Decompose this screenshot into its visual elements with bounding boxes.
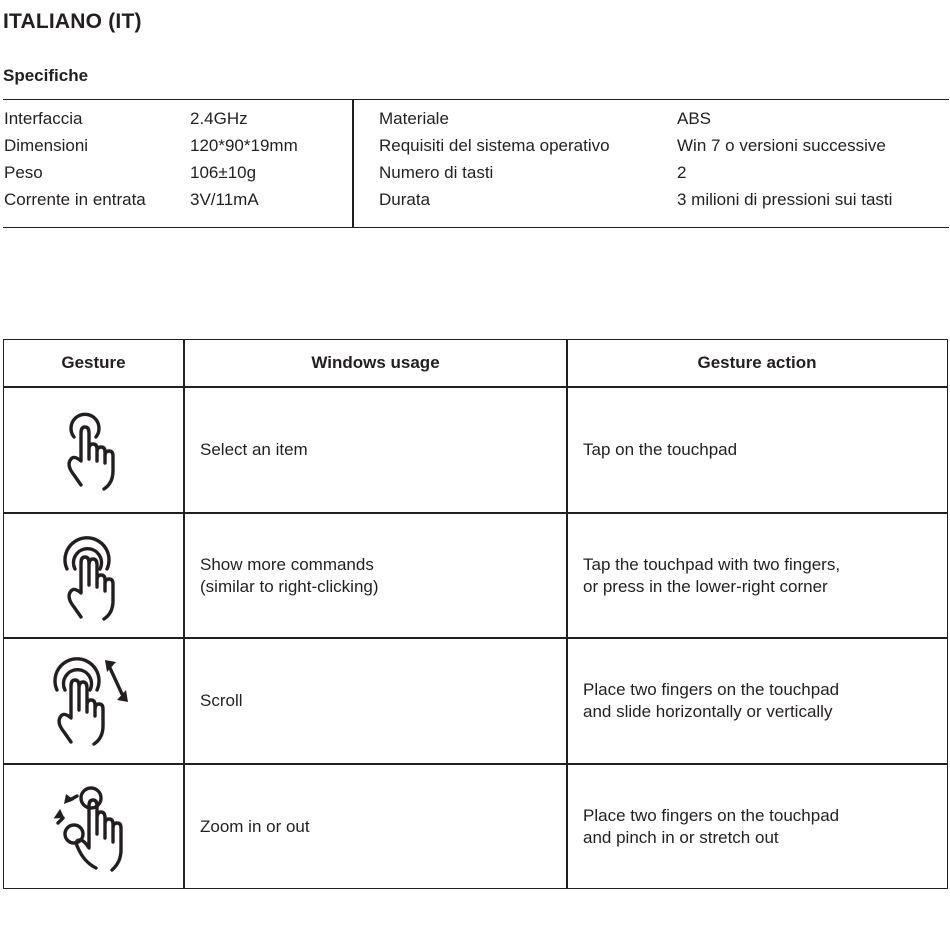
usage-line: Show more commands [200, 554, 374, 574]
usage-line: Select an item [200, 439, 308, 459]
spec-label: Peso [4, 163, 43, 182]
gesture-row [4, 387, 947, 512]
gesture-row [4, 764, 947, 889]
specs-row [3, 163, 949, 190]
specs-row [3, 109, 949, 136]
gesture-table [3, 339, 948, 889]
pinch-zoom-icon [4, 764, 184, 889]
usage-text [200, 638, 243, 763]
action-line: and pinch in or stretch out [583, 827, 779, 847]
action-line: Tap the touchpad with two fingers, [583, 554, 841, 574]
single-tap-icon [4, 387, 184, 512]
usage-line: Zoom in or out [200, 816, 310, 836]
gesture-row [4, 638, 947, 763]
spec-label: Requisiti del sistema operativo [379, 136, 610, 155]
usage-text [200, 387, 308, 512]
usage-line: (similar to right-clicking) [200, 576, 379, 596]
spec-value: Win 7 o versioni successive [677, 136, 886, 155]
action-text [583, 764, 839, 889]
action-text [583, 513, 840, 638]
spec-label: Numero di tasti [379, 163, 494, 182]
spec-value: 2.4GHz [190, 109, 248, 128]
header-gesture: Gesture [61, 353, 126, 372]
action-line: Tap on the touchpad [583, 439, 738, 459]
action-text [583, 638, 839, 763]
spec-label: Corrente in entrata [4, 190, 146, 209]
specs-table [3, 99, 949, 228]
spec-label: Interfaccia [4, 109, 83, 128]
spec-value: 120*90*19mm [190, 136, 298, 155]
spec-value: 2 [677, 163, 687, 182]
action-text [583, 387, 737, 512]
header-windows-usage: Windows usage [311, 353, 440, 372]
two-finger-tap-icon [4, 513, 184, 638]
spec-value: 3 milioni di pressioni sui tasti [677, 190, 893, 209]
specs-row [3, 136, 949, 163]
action-line: Place two fingers on the touchpad [583, 679, 840, 699]
action-line: or press in the lower-right corner [583, 576, 828, 596]
action-line: and slide horizontally or vertically [583, 701, 833, 721]
spec-value: ABS [677, 109, 712, 128]
spec-label: Durata [379, 190, 431, 209]
page-title: ITALIANO (IT) [3, 10, 142, 33]
gesture-row [4, 513, 947, 638]
two-finger-scroll-icon [4, 638, 184, 763]
header-gesture-action: Gesture action [697, 353, 817, 372]
usage-text [200, 764, 310, 889]
specs-row [3, 190, 949, 217]
spec-value: 3V/11mA [190, 190, 259, 209]
specs-title: Specifiche [3, 66, 89, 85]
usage-text [200, 513, 379, 638]
spec-value: 106±10g [190, 163, 257, 182]
spec-label: Materiale [379, 109, 449, 128]
usage-line: Scroll [200, 690, 243, 710]
spec-label: Dimensioni [4, 136, 89, 155]
action-line: Place two fingers on the touchpad [583, 805, 840, 825]
